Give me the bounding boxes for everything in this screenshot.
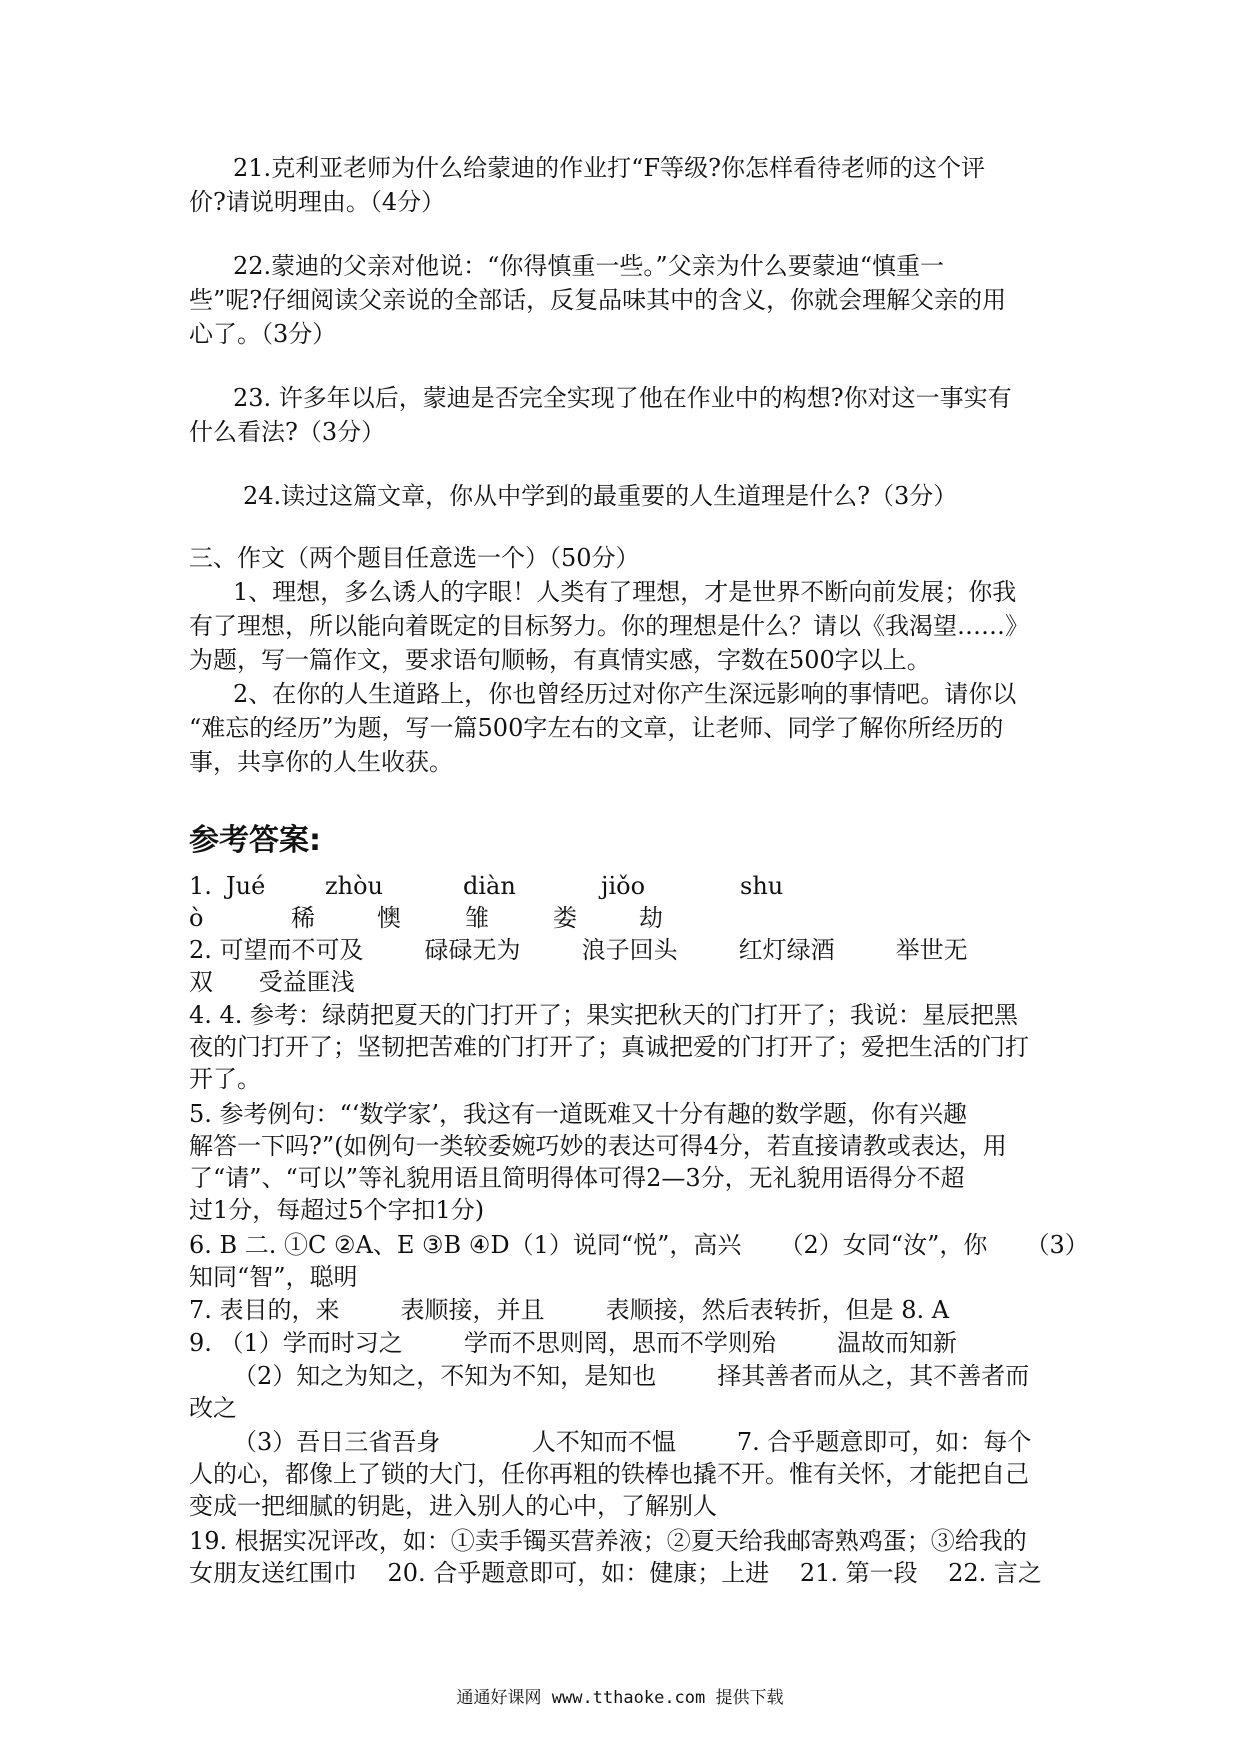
answers-title: 参考答案: [189,823,321,858]
question-21-line-2: 价?请说明理由。（4分） [189,188,446,216]
question-22-line-2: 些”呢?仔细阅读父亲说的全部话，反复品味其中的含义，你就会理解父亲的用 [189,286,1007,314]
question-23-line-1: 23. 许多年以后，蒙迪是否完全实现了他在作业中的构想?你对这一事实有 [233,384,1012,412]
essay-topic-1-line-3: 为题，写一篇作文，要求语句顺畅，有真情实感，字数在500字以上。 [189,646,931,674]
essay-header: 三、作文（两个题目任意选一个）（50分） [189,544,640,572]
answer-5-line-2: 解答一下吗?”(如例句一类较委婉巧妙的表达可得4分，若直接请教或表达，用 [189,1132,1007,1160]
answer-9-line-4: （3）吾日三省吾身 人不知而不愠 7. 合乎题意即可，如：每个 [233,1428,1032,1456]
answer-4-line-2: 夜的门打开了；坚韧把苦难的门打开了；真诚把爱的门打开了；爱把生活的门打 [189,1033,1029,1061]
answer-1-o: ò [189,904,204,932]
answer-1-pinyin-3: diàn [463,872,516,900]
question-22-line-1: 22.蒙迪的父亲对他说：“你得慎重一些。”父亲为什么要蒙迪“慎重一 [233,252,944,280]
answer-19-line-2: 女朋友送红围巾 20. 合乎题意即可，如：健康；上进 21. 第一段 22. 言之 [189,1559,1042,1587]
answer-6-line-2: 知同“智”，聪明 [189,1263,358,1291]
answer-1-pinyin-5: shu [740,872,784,900]
answer-6-line-1: 6. B 二. ①C ②A、E ③B ④D（1）说同“悦”，高兴 （2）女同“汝”，你 （3） [189,1231,1089,1259]
answer-1-char-4: 娄 [553,904,577,932]
answer-1-char-1: 稀 [291,904,315,932]
answer-5-line-4: 过1分，每超过5个字扣1分) [189,1196,485,1224]
essay-topic-2-line-3: 事，共享你的人生收获。 [189,748,453,776]
answer-9-line-1: 9. （1）学而时习之 学而不思则罔，思而不学则殆 温故而知新 [189,1329,957,1357]
answer-4-line-1: 4. 4. 参考：绿荫把夏天的门打开了；果实把秋天的门打开了；我说：星辰把黑 [189,1001,1019,1029]
answer-1-pinyin-4: jiǒo [601,872,646,900]
answer-7-line: 7. 表目的，来 表顺接，并且 表顺接，然后表转折，但是 8. A [189,1296,950,1324]
answer-2-line-2: 双 受益匪浅 [189,968,355,996]
essay-topic-2-line-1: 2、在你的人生道路上，你也曾经历过对你产生深远影响的事情吧。请你以 [233,680,1017,708]
answer-1-char-3: 雏 [465,904,489,932]
question-21-line-1: 21.克利亚老师为什么给蒙迪的作业打“F等级?你怎样看待老师的这个评 [233,154,985,182]
question-23-line-2: 什么看法?（3分） [189,418,386,446]
answer-19-line-1: 19. 根据实况评改，如：①卖手镯买营养液；②夏天给我邮寄熟鸡蛋；③给我的 [189,1527,1027,1555]
question-22-line-3: 心了。（3分） [189,320,337,348]
answer-4-line-3: 开了。 [189,1065,261,1093]
answer-9-line-6: 变成一把细腻的钥匙，进入别人的心中，了解别人 [189,1492,717,1520]
answer-9-line-2: （2）知之为知之，不知为不知，是知也 择其善者而从之，其不善者而 [233,1362,1030,1390]
essay-topic-2-line-2: “难忘的经历”为题，写一篇500字左右的文章，让老师、同学了解你所经历的 [189,714,1004,742]
answer-1-char-2: 懊 [377,904,401,932]
footer-source: 通通好课网 www.tthaoke.com 提供下载 [456,1688,784,1708]
answer-1-char-5: 劫 [639,904,663,932]
question-24-line-1: 24.读过这篇文章，你从中学到的最重要的人生道理是什么?（3分） [243,482,958,510]
answer-1-number: 1. [189,872,212,900]
answer-5-line-1: 5. 参考例句：“‘数学家’，我这有一道既难又十分有趣的数学题，你有兴趣 [189,1100,968,1128]
answer-1-pinyin-2: zhòu [325,872,384,900]
essay-topic-1-line-1: 1、理想，多么诱人的字眼！人类有了理想，才是世界不断向前发展；你我 [233,578,1017,606]
answer-2-line-1: 2. 可望而不可及 碌碌无为 浪子回头 红灯绿酒 举世无 [189,936,968,964]
answer-5-line-3: 了“请”、“可以”等礼貌用语且简明得体可得2—3分，无礼貌用语得分不超 [189,1164,965,1192]
answer-1-pinyin-1: Jué [226,872,266,900]
essay-topic-1-line-2: 有了理想，所以能向着既定的目标努力。你的理想是什么？请以《我渴望……》 [189,612,1029,640]
answer-9-line-5: 人的心，都像上了锁的大门，任你再粗的铁棒也撬不开。惟有关怀，才能把自己 [189,1460,1029,1488]
answer-9-line-3: 改之 [189,1394,237,1422]
